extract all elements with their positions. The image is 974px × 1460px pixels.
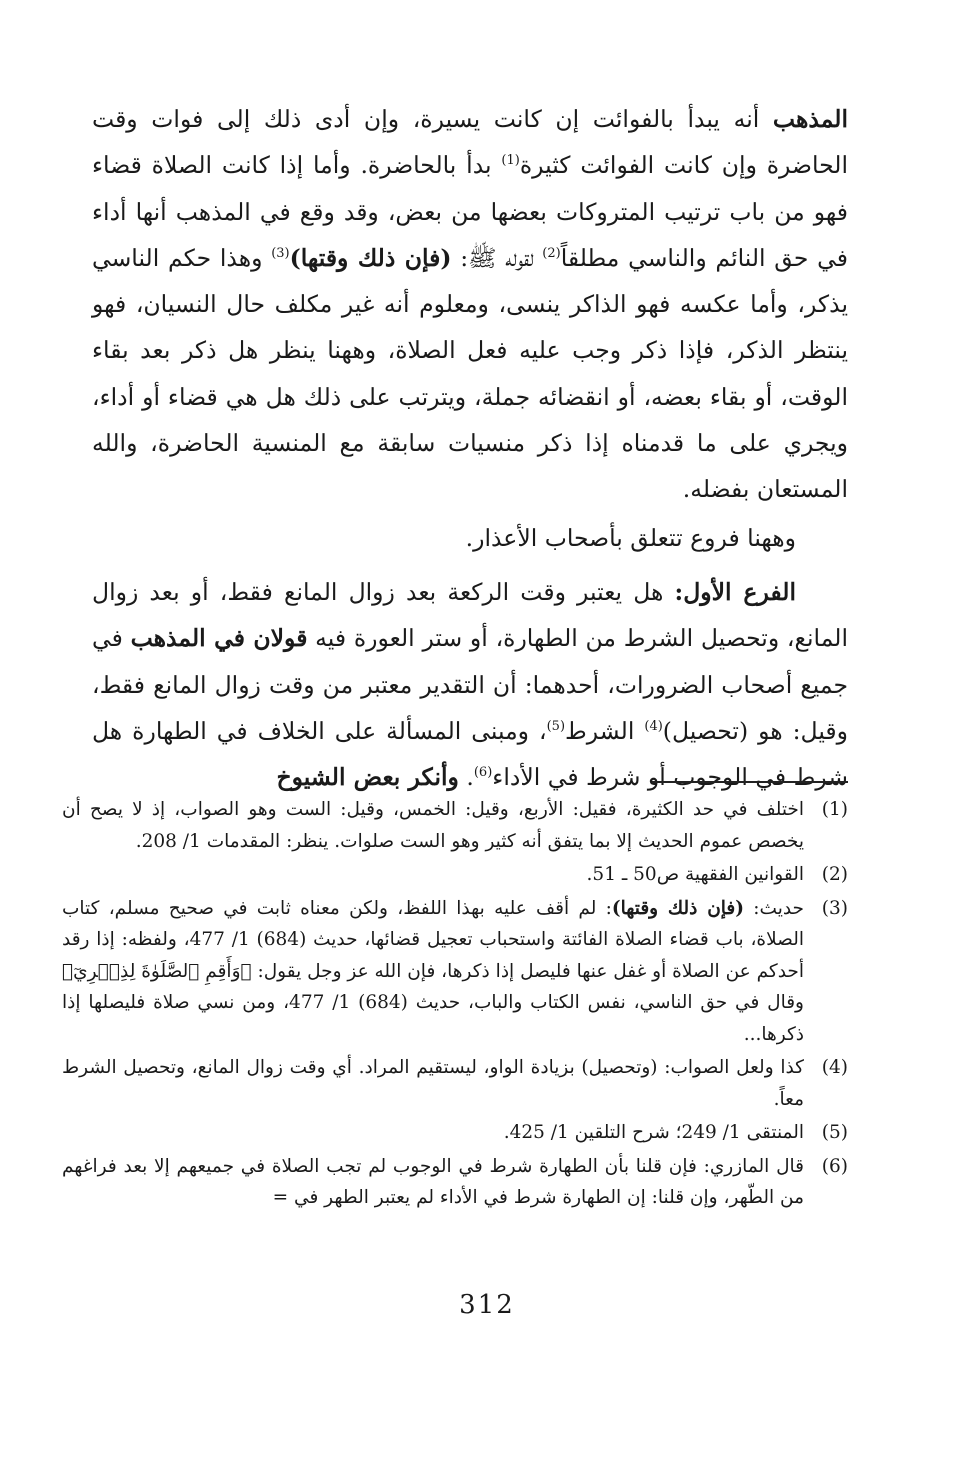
footnote-item bbox=[62, 1151, 848, 1214]
footnote-number: (2) bbox=[821, 864, 848, 885]
footnote-text: كذا ولعل الصواب: (وتحصيل) بزيادة الواو، ليستقيم المراد. أي وقت زوال المانع، وتحصيل الشرط معاً. bbox=[62, 1057, 804, 1110]
footnote-item bbox=[62, 859, 848, 891]
footnote-text: قال المازري: فإن قلنا بأن الطهارة شرط في الوجوب لم تجب الصلاة في جميعهم إلا بعد فراغهم من الطّهر، وإن قلنا: إن الطهارة شرط في الأداء لم يعتبر الطهر في = bbox=[62, 1155, 804, 1208]
footnote-text: حديث: (فإن ذلك وقتها): لم أقف عليه بهذا اللفظ، ولكن معناه ثابت في صحيح مسلم، كتاب الصلاة، باب قضاء الصلاة الفائتة واستحباب تعجيل قضائها، حديث (684) 1/ 477، ولفظه: إذا رقد أحدكم عن الصلاة أو غفل عنها فليصل إذا ذكرها، فإن الله عز وجل يقول: ﴿وَأَقِمِ ٱلصَّلَوٰةَ لِذِكۡرِيٓ﴾ وقال في حق الناسي، نفس الكتاب والباب، حديث (684) 1/ 477، ومن نسي صلاة فليصلها إذا ذكرها... bbox=[62, 897, 804, 1045]
bold-phrase: وأنكر بعض الشيوخ bbox=[276, 763, 459, 792]
footnote-text: اختلف في حد الكثيرة، فقيل: الأربع، وقيل: الخمس، وقيل: الست وهو الصواب، إذ لا يصح أن يخصص عموم الحديث إلا بما يتفق أنه كثير وهو الست صلوات. ينظر: المقدمات 1/ 208. bbox=[62, 799, 804, 852]
footnote-number: (4) bbox=[821, 1057, 848, 1078]
footnote-item bbox=[62, 1052, 848, 1115]
footnote-item bbox=[62, 893, 848, 1051]
footnote-ref-1: (1) bbox=[501, 153, 520, 169]
hadith-quote: (فإن ذلك وقتها) bbox=[611, 897, 745, 919]
paragraph-2: وههنا فروع تتعلق بأصحاب الأعذار. bbox=[465, 523, 796, 552]
section-heading: الفرع الأول: bbox=[674, 577, 796, 606]
footnote-ref-3: (3) bbox=[271, 245, 290, 261]
bold-phrase: قولان في المذهب bbox=[130, 624, 308, 653]
footnote-number: (1) bbox=[821, 799, 848, 820]
footnote-text: القوانين الفقهية ص50 ـ 51. bbox=[586, 864, 804, 885]
paragraph-1: المذهب أنه يبدأ بالفوائت إن كانت يسيرة، وإن أدى ذلك إلى فوات وقت الحاضرة وإن كانت الفوائت كثيرة$^{(1)}$ بدأ بالحاضرة. وأما إذا كانت الصلاة قضاء فهو من باب ترتيب المتروكات بعضها من بعض، وقد وقع في المذهب أنها أداء في حق النائم والناسي مطلقاً$^{(2)}$ لقوله ﷺ: (فإن ذلك وقتها)$^{(3)}$ وهذا حكم الناسي يذكر، وأما عكسه فهو الذاكر ينسى، ومعلوم أنه غير مكلف حال النسيان، فهو ينتظر الذكر، فإذا ذكر وجب عليه فعل الصلاة، وههنا ينظر هل ذكر بعد بقاء الوقت، أو بقاء بعضه، أو انقضائه جملة، ويترتب على ذلك هل هي قضاء أو أداء، ويجري على ما قدمناه إذا ذكر منسيات سابقة مع المنسية الحاضرة، والله المستعان بفضله. bbox=[92, 105, 848, 504]
hadith-quote: (فإن ذلك وقتها) bbox=[289, 243, 452, 272]
footnote-ref-4: (4) bbox=[644, 718, 663, 734]
main-text bbox=[92, 96, 848, 800]
footnote-number: (5) bbox=[821, 1122, 848, 1143]
footnote-item bbox=[62, 1117, 848, 1149]
footnote-number: (6) bbox=[821, 1155, 848, 1177]
paragraph-3: الفرع الأول: هل يعتبر وقت الركعة بعد زوال المانع فقط، أو بعد زوال المانع، وتحصيل الشرط من الطهارة، أو ستر العورة فيه قولان في المذهب في جميع أصحاب الضرورات، أحدهما: أن التقدير معتبر من وقت زوال المانع فقط، وقيل: هو (تحصيل)$^{(4)}$ الشرط$^{(5)}$، ومبنى المسألة على الخلاف في الطهارة هل شرط في الوجوب أو شرط في الأداء$^{(6)}$. وأنكر بعض الشيوخ bbox=[92, 577, 848, 792]
footnote-item bbox=[62, 794, 848, 857]
lead-word: المذهب bbox=[772, 105, 848, 133]
footnotes bbox=[62, 794, 848, 1216]
footnote-ref-5: (5) bbox=[546, 718, 566, 734]
footnote-divider bbox=[652, 781, 848, 783]
footnote-ref-6: (6) bbox=[473, 765, 493, 781]
footnote-number: (3) bbox=[821, 897, 848, 919]
footnote-ref-2: (2) bbox=[542, 245, 561, 261]
footnote-text: المنتقى 1/ 249؛ شرح التلقين 1/ 425. bbox=[503, 1122, 804, 1143]
page-number: 312 bbox=[459, 1290, 515, 1320]
